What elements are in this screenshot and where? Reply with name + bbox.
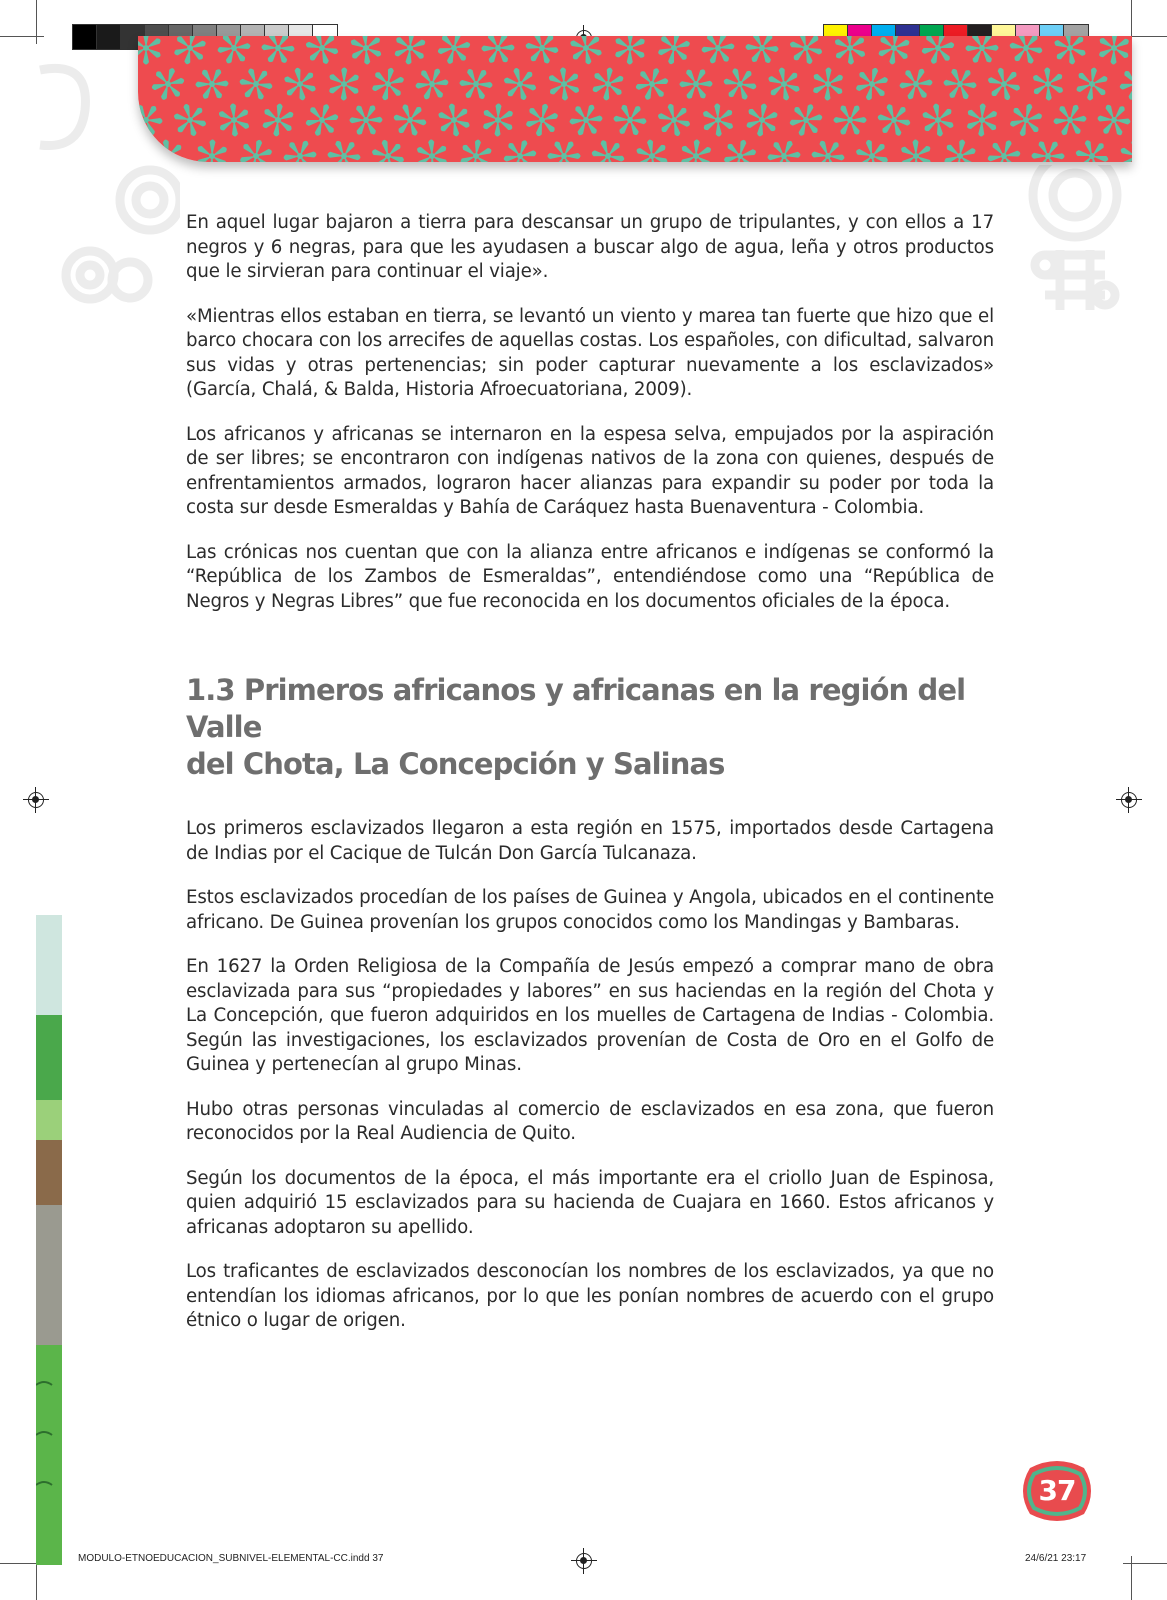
crop-mark bbox=[0, 36, 44, 37]
page-number: 37 bbox=[1038, 1474, 1076, 1507]
registration-mark-icon bbox=[576, 1553, 592, 1569]
body-paragraph: Según los documentos de la época, el más importante era el criollo Juan de Espinosa, quien adquirió 15 esclavizados para su hacienda de Cuajara en 1660. Estos africanos y africanas adoptaron su apellido. bbox=[186, 1167, 994, 1238]
slug-datetime: 24/6/21 23:17 bbox=[1025, 1553, 1087, 1564]
flower-pattern bbox=[138, 36, 1132, 162]
section-title-line: 1.3 Primeros africanos y africanas en la región del Valle bbox=[186, 673, 966, 744]
body-paragraph: Los traficantes de esclavizados desconocían los nombres de los esclavizados, ya que no entendían los idiomas africanos, por lo que les ponían nombres de acuerdo con el grupo étnico o lugar de origen. bbox=[186, 1261, 994, 1331]
body-paragraph: Las crónicas nos cuentan que con la alianza entre africanos e indígenas se conformó la “República de los Zambos de Esmeraldas”, entendiéndose como una “República de Negros y Negras Libres” que fue reconocida en los documentos oficiales de la época. bbox=[186, 541, 994, 612]
illustration-strip bbox=[36, 915, 62, 1565]
body-paragraph: Los primeros esclavizados llegaron a esta región en 1575, importados desde Cartagena de Indias por el Cacique de Tulcán Don García Tulcanaza. bbox=[186, 818, 994, 864]
slug-filename: MODULO-ETNOEDUCACION_SUBNIVEL-ELEMENTAL-CC.indd 37 bbox=[78, 1553, 384, 1564]
body-paragraph: En 1627 la Orden Religiosa de la Compañía de Jesús empezó a comprar mano de obra esclavizada para sus “propiedades y labores” en sus haciendas en la región del Chota y La Concepción, que fueron adquiridos en los muelles de Cartagena de Indias - Colombia. Según las investigaciones, los esclavizados provenían de Costa de Oro en el Golfo de Guinea y pertenecían al grupo Minas. bbox=[186, 956, 994, 1075]
header-banner bbox=[138, 36, 1132, 162]
registration-mark-icon bbox=[1121, 792, 1137, 808]
page-badge bbox=[1020, 1458, 1094, 1524]
section-title-line: del Chota, La Concepción y Salinas bbox=[186, 747, 725, 781]
calibration-swatch bbox=[97, 25, 121, 49]
body-paragraph: Los africanos y africanas se internaron en la espesa selva, empujados por la aspiración de ser libres; se encontraron con indígenas nativos de la zona con quienes, después de enfrentamientos armados, lograron hacer alianzas para expandir su poder por toda la costa sur desde Esmeraldas y Bahía de Caráquez hasta Buenaventura - Colombia. bbox=[186, 423, 994, 518]
body-paragraph: Hubo otras personas vinculadas al comercio de esclavizados en esa zona, que fueron reconocidos por la Real Audiencia de Quito. bbox=[186, 1098, 994, 1144]
crop-mark bbox=[1123, 1563, 1167, 1564]
crop-mark bbox=[36, 0, 37, 44]
page-content bbox=[186, 211, 994, 1354]
registration-mark-icon bbox=[28, 792, 44, 808]
body-paragraph: En aquel lugar bajaron a tierra para descansar un grupo de tripulantes, y con ellos a 17 negros y 6 negras, para que les ayudasen a buscar algo de agua, leña y otros productos que le sirvieran para continuar el viaje». bbox=[186, 212, 994, 282]
section-title bbox=[186, 672, 994, 783]
body-paragraph: «Mientras ellos estaban en tierra, se levantó un viento y marea tan fuerte que hizo que el barco chocara con los arrecifes de aquellas costas. Los españoles, con dificultad, salvaron sus vidas y otras pertenencias; sin poder capturar nuevamente a los esclavizados» (García, Chalá, & Balda, Historia Afroecuatoriana, 2009). bbox=[186, 305, 994, 400]
swirl-ornament bbox=[1000, 165, 1140, 345]
calibration-swatch bbox=[73, 25, 97, 49]
body-paragraph: Estos esclavizados procedían de los países de Guinea y Angola, ubicados en el continente africano. De Guinea provenían los grupos conocidos como los Mandingas y Bambaras. bbox=[186, 887, 994, 933]
